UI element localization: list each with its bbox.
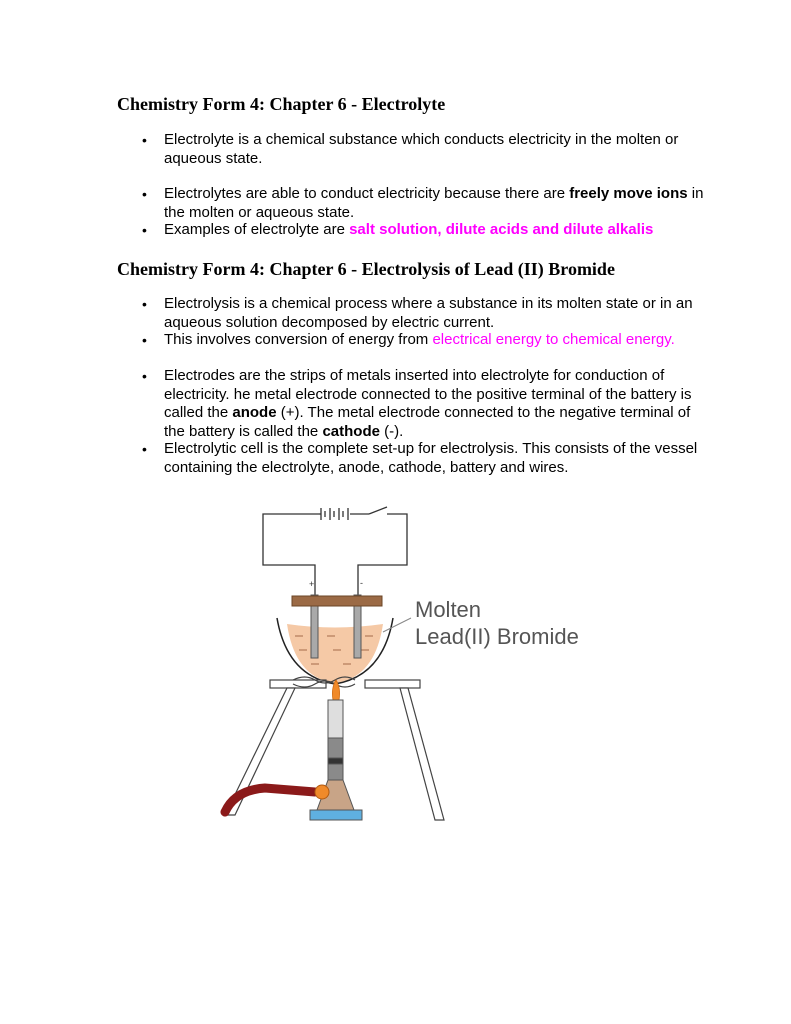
cathode-sign: - [360,578,363,588]
bullet-icon: • [142,296,147,312]
bullet-icon: • [142,222,147,238]
bullet-electrolyte-definition: • Electrolyte is a chemical substance which conducts electricity in the molten or aqueous state. [142,131,679,167]
bunsen-burner [310,700,362,820]
bullet-icon: • [142,332,147,348]
bullet-examples: • Examples of electrolyte are salt solution, dilute acids and dilute alkalis [142,221,654,238]
circuit-wires [263,514,407,595]
section-title-electrolysis: Chemistry Form 4: Chapter 6 - Electrolysis of Lead (II) Bromide [117,259,615,279]
label-pointer [383,618,411,632]
bullet-electrodes: • Electrodes are the strips of metals inserted into electrolyte for conduction of electricity. he metal electrode connected to the positive terminal of the battery is called the anode (+). The metal electrode connected to the negative terminal of the battery is called the cathode (-). [142,367,692,440]
bullet-icon: • [142,132,147,148]
diagram-label: Molten Lead(II) Bromide [415,597,579,649]
bullet-electrolytic-cell: • Electrolytic cell is the complete set-up for electrolysis. This consists of the vessel containing the electrolyte, anode, cathode, battery and wires. [142,440,698,476]
anode-sign: + [309,579,315,589]
section-title-electrolyte: Chemistry Form 4: Chapter 6 - Electrolyte [117,94,446,114]
gas-valve-icon [315,785,329,799]
bullet-icon: • [142,186,147,202]
apparatus-illustration [215,500,585,835]
bullet-energy-conversion: • This involves conversion of energy from electrical energy to chemical energy. [142,331,675,348]
bullet-icon: • [142,368,147,384]
electrode-holder [292,596,382,606]
switch-icon [369,507,387,514]
bullet-electrolysis-definition: • Electrolysis is a chemical process where a substance in its molten state or in an aqueous solution decomposed by electric current. [142,295,693,331]
bullet-free-ions: • Electrolytes are able to conduct electricity because there are freely move ions in the molten or aqueous state. [142,185,704,221]
crucible [277,618,393,684]
electrolysis-diagram [215,500,585,835]
bullet-icon: • [142,441,147,457]
battery-icon [319,508,348,520]
